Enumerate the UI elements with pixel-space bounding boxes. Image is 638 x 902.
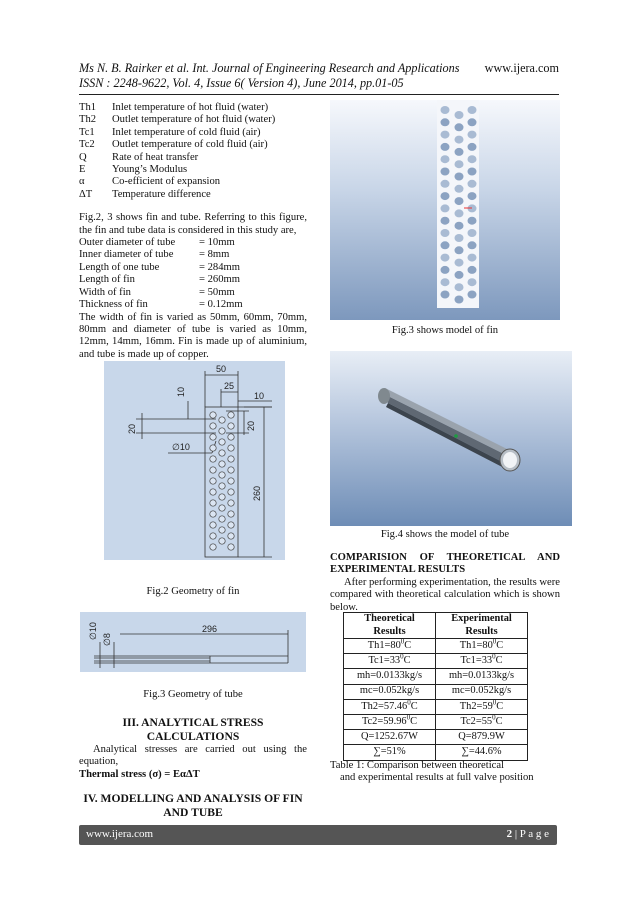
fin-model-hole bbox=[455, 160, 464, 168]
fin-model-hole bbox=[441, 168, 450, 176]
fin-hole bbox=[219, 450, 225, 456]
dim-phi10-tube: ∅10 bbox=[88, 622, 98, 640]
fin-model-hole bbox=[455, 246, 464, 254]
table-row bbox=[344, 699, 528, 714]
fin-model-hole bbox=[455, 148, 464, 156]
nomenclature-desc: Inlet temperature of hot fluid (water) bbox=[112, 102, 269, 113]
fin-hole bbox=[210, 467, 216, 473]
spec-label: Thickness of fin bbox=[79, 299, 148, 311]
nomenclature-item bbox=[79, 152, 307, 164]
section-4-title-1: IV. MODELLING AND ANALYSIS OF FIN bbox=[83, 792, 303, 805]
table-cell: ∑=44.6% bbox=[436, 745, 528, 760]
fin-hole bbox=[228, 423, 234, 429]
fin-model-hole bbox=[455, 234, 464, 242]
fin-hole bbox=[219, 461, 225, 467]
table-header-row bbox=[344, 613, 528, 639]
fin-hole bbox=[219, 472, 225, 478]
fin-model-hole bbox=[441, 204, 450, 212]
thermal-stress-formula: Thermal stress (σ) = EαΔT bbox=[79, 768, 200, 780]
nomenclature-item bbox=[79, 114, 307, 126]
nomenclature-symbol: Tc2 bbox=[79, 139, 95, 151]
left-column bbox=[79, 102, 307, 361]
fin-hole bbox=[210, 423, 216, 429]
spec-value: = 284mm bbox=[199, 261, 240, 273]
header-theoretical: Theoretical Results bbox=[344, 613, 436, 639]
table-caption bbox=[330, 760, 560, 785]
spec-value: = 8mm bbox=[199, 249, 230, 261]
fin-hole bbox=[210, 522, 216, 528]
nomenclature-item bbox=[79, 127, 307, 139]
fin-model-hole bbox=[441, 254, 450, 262]
table-cell: mh=0.0133kg/s bbox=[344, 669, 436, 684]
fin-model-hole bbox=[468, 106, 477, 114]
fin-hole bbox=[219, 516, 225, 522]
fig3-tube-caption: Fig.3 Geometry of tube bbox=[143, 689, 243, 700]
table-cell: $Tc2=59.96^0C$ bbox=[344, 714, 436, 729]
nomenclature-symbol: Q bbox=[79, 151, 87, 163]
nomenclature-desc: Young’s Modulus bbox=[112, 164, 188, 176]
fin-hole bbox=[219, 505, 225, 511]
nomenclature-symbol: Th2 bbox=[79, 114, 97, 126]
comparison-title: COMPARISION OF THEORETICAL AND EXPERIMENTAL RESULTS bbox=[330, 552, 560, 576]
fin-hole bbox=[210, 478, 216, 484]
fin-model-hole bbox=[455, 259, 464, 267]
fin-hole bbox=[219, 417, 225, 423]
section-3-title-1: III. ANALYTICAL STRESS bbox=[122, 716, 264, 729]
fin-hole bbox=[219, 483, 225, 489]
fin-hole bbox=[210, 412, 216, 418]
fig4-caption: Fig.4 shows the model of tube bbox=[380, 529, 510, 540]
spec-item bbox=[79, 237, 307, 249]
fin-hole bbox=[210, 489, 216, 495]
fin-model-hole bbox=[441, 106, 450, 114]
fin-model-hole bbox=[441, 266, 450, 274]
nomenclature-symbol: α bbox=[79, 176, 85, 188]
fin-model-hole bbox=[468, 266, 477, 274]
fin-model-hole bbox=[468, 168, 477, 176]
para-vary: The width of fin is varied as 50mm, 60mm, 70mm, 80mm and diameter of tube is varied as 10mm, 12mm, 14mm, 16mm. Fin is made up of aluminium, and tube is made up of copper. bbox=[79, 311, 307, 360]
nomenclature-symbol: Tc1 bbox=[79, 126, 95, 138]
nomenclature-item bbox=[79, 189, 307, 201]
fin-model-hole bbox=[468, 143, 477, 151]
comparison-section bbox=[330, 552, 560, 614]
spec-label: Width of fin bbox=[79, 286, 131, 298]
fin-model-hole bbox=[441, 291, 450, 299]
dim-phi8-tube: ∅8 bbox=[102, 633, 112, 646]
fin-hole bbox=[228, 456, 234, 462]
fin-hole bbox=[228, 412, 234, 418]
fin-hole bbox=[228, 544, 234, 550]
spec-label: Length of fin bbox=[79, 274, 135, 286]
table-row bbox=[344, 745, 528, 760]
nomenclature-symbol: E bbox=[79, 164, 86, 176]
fin-hole bbox=[210, 500, 216, 506]
dim-20-right: 20 bbox=[246, 420, 256, 431]
fin-model-hole bbox=[441, 192, 450, 200]
nomenclature-symbol: ΔT bbox=[79, 188, 93, 200]
fin-model-hole bbox=[468, 131, 477, 139]
section-4-heading bbox=[79, 792, 307, 820]
table-cell: Q=879.9W bbox=[436, 730, 528, 745]
nomenclature-list bbox=[79, 102, 307, 201]
fin-hole bbox=[228, 445, 234, 451]
comparison-body: After performing experimentation, the results were compared with theoretical calculation which is shown below. bbox=[330, 576, 560, 613]
table-cell: mc=0.052kg/s bbox=[344, 684, 436, 699]
footer-site: www.ijera.com bbox=[86, 828, 154, 840]
fin-hole bbox=[210, 434, 216, 440]
table-cell: $Tc1=33^0C$ bbox=[344, 654, 436, 669]
table-cell: mc=0.052kg/s bbox=[436, 684, 528, 699]
table-cell: $Th1=80^0C$ bbox=[344, 639, 436, 654]
fin-model-hole bbox=[441, 131, 450, 139]
fin-model-hole bbox=[468, 155, 477, 163]
fin-hole bbox=[228, 500, 234, 506]
fin-model-hole bbox=[455, 271, 464, 279]
fin-model-hole bbox=[441, 143, 450, 151]
section-3-title-2: CALCULATIONS bbox=[146, 730, 240, 743]
section-4-title-2: AND TUBE bbox=[163, 806, 223, 819]
spec-value: = 260mm bbox=[199, 274, 240, 286]
tube-drawing-svg bbox=[80, 612, 306, 672]
dim-phi10: ∅10 bbox=[172, 442, 190, 452]
dim-25: 25 bbox=[224, 381, 235, 391]
para-intro: Fig.2, 3 shows fin and tube. Referring to this figure, the fin and tube data is considered in this study are, bbox=[79, 212, 307, 236]
fin-hole bbox=[219, 527, 225, 533]
nomenclature-desc: Inlet temperature of cold fluid (air) bbox=[112, 126, 261, 138]
table-cell: $Tc1=33^0C$ bbox=[436, 654, 528, 669]
fin-model-hole bbox=[468, 192, 477, 200]
table-row bbox=[344, 684, 528, 699]
spec-label: Outer diameter of tube bbox=[79, 237, 176, 249]
header-issn: ISSN : 2248-9622, Vol. 4, Issue 6( Version 4), June 2014, pp.01-05 bbox=[79, 76, 404, 90]
table-cell: Q=1252.67W bbox=[344, 730, 436, 745]
page-label: | P a g e bbox=[512, 828, 549, 840]
fin-model-hole bbox=[441, 118, 450, 126]
fin-model-hole bbox=[455, 296, 464, 304]
fin-model-hole bbox=[455, 222, 464, 230]
fin-model-hole bbox=[455, 136, 464, 144]
fin-hole bbox=[219, 494, 225, 500]
fin-drawing-svg bbox=[104, 361, 285, 560]
spec-item bbox=[79, 287, 307, 299]
nomenclature-desc: Rate of heat transfer bbox=[112, 151, 199, 163]
header-experimental: Experimental Results bbox=[436, 613, 528, 639]
table-cell: $Th1=80^0C$ bbox=[436, 639, 528, 654]
fin-hole bbox=[210, 533, 216, 539]
fin-model-hole bbox=[468, 241, 477, 249]
fin-model-hole bbox=[455, 111, 464, 119]
fin-model-hole bbox=[468, 118, 477, 126]
page-number: 2 bbox=[506, 828, 513, 840]
table-row bbox=[344, 730, 528, 745]
tube-model-image bbox=[330, 351, 572, 526]
spec-label: Length of one tube bbox=[79, 261, 160, 273]
nomenclature-item bbox=[79, 176, 307, 188]
nomenclature-item bbox=[79, 102, 307, 114]
header-citation: Ms N. B. Rairker et al. Int. Journal of Engineering Research and Applications bbox=[79, 61, 460, 75]
comparison-table bbox=[343, 612, 528, 761]
nomenclature-item bbox=[79, 139, 307, 151]
fin-geometry-drawing bbox=[104, 361, 285, 560]
dim-10-left: 10 bbox=[176, 386, 186, 397]
fin-model-image bbox=[330, 100, 560, 320]
table-row bbox=[344, 669, 528, 684]
fin-model-hole bbox=[468, 229, 477, 237]
fin-hole bbox=[219, 439, 225, 445]
dim-10-top: 10 bbox=[254, 391, 265, 401]
fin-hole bbox=[228, 434, 234, 440]
fin-model-hole bbox=[441, 229, 450, 237]
fin-model-hole bbox=[455, 123, 464, 131]
spec-list bbox=[79, 237, 307, 311]
fig2-caption: Fig.2 Geometry of fin bbox=[146, 586, 240, 597]
table-cell: $Th2=57.46^0C$ bbox=[344, 699, 436, 714]
fin-model-hole bbox=[441, 217, 450, 225]
running-header bbox=[79, 61, 559, 91]
table-row bbox=[344, 654, 528, 669]
fin-hole bbox=[228, 478, 234, 484]
nomenclature-desc: Co-efficient of expansion bbox=[112, 176, 221, 188]
nomenclature-item bbox=[79, 164, 307, 176]
dim-50: 50 bbox=[216, 364, 227, 374]
table-cell: $Tc2=55^0C$ bbox=[436, 714, 528, 729]
fin-model-hole bbox=[441, 155, 450, 163]
fin-model-hole bbox=[455, 185, 464, 193]
table-row bbox=[344, 639, 528, 654]
spec-item bbox=[79, 274, 307, 286]
fin-model-hole bbox=[455, 197, 464, 205]
nomenclature-symbol: Th1 bbox=[79, 102, 97, 113]
table-cell: ∑=51% bbox=[344, 745, 436, 760]
fin-hole bbox=[228, 511, 234, 517]
nomenclature-desc: Outlet temperature of cold fluid (air) bbox=[112, 139, 268, 151]
section-3-body bbox=[79, 744, 307, 781]
fin-hole bbox=[228, 522, 234, 528]
table-cell: $Th2=59^0C$ bbox=[436, 699, 528, 714]
spec-label: Inner diameter of tube bbox=[79, 249, 174, 261]
dim-296: 296 bbox=[202, 624, 218, 634]
spec-value: = 10mm bbox=[199, 237, 235, 249]
fin-model-hole bbox=[468, 217, 477, 225]
fin-model-hole bbox=[441, 180, 450, 188]
tube-geometry-drawing bbox=[80, 612, 306, 672]
section-3-heading bbox=[79, 716, 307, 744]
fin-hole bbox=[219, 538, 225, 544]
section-3-text: Analytical stresses are carried out using the equation, bbox=[79, 744, 307, 768]
fin-model-hole bbox=[468, 291, 477, 299]
table-caption-2: and experimental results at full valve position bbox=[340, 772, 534, 784]
page-footer bbox=[79, 825, 557, 845]
fin-hole bbox=[210, 456, 216, 462]
spec-value: = 50mm bbox=[199, 286, 235, 298]
fin-model-hole bbox=[468, 278, 477, 286]
nomenclature-desc: Outlet temperature of hot fluid (water) bbox=[112, 114, 276, 126]
spec-value: = 0.12mm bbox=[199, 299, 243, 311]
header-rule bbox=[79, 94, 559, 95]
fin-model-hole bbox=[468, 254, 477, 262]
fin-hole bbox=[228, 489, 234, 495]
fin-model-hole bbox=[455, 209, 464, 217]
spec-item bbox=[79, 299, 307, 311]
fin-model-hole bbox=[468, 180, 477, 188]
fin-model-hole bbox=[455, 283, 464, 291]
spec-item bbox=[79, 249, 307, 261]
table-row bbox=[344, 714, 528, 729]
dim-20-left: 20 bbox=[127, 423, 137, 434]
header-site: www.ijera.com bbox=[484, 61, 559, 75]
fin-hole bbox=[228, 467, 234, 473]
fin-hole bbox=[219, 428, 225, 434]
footer-page bbox=[507, 828, 549, 840]
dim-260: 260 bbox=[252, 485, 262, 501]
table-cell: mh=0.0133kg/s bbox=[436, 669, 528, 684]
fin-model-hole bbox=[441, 241, 450, 249]
fin-hole bbox=[228, 533, 234, 539]
fig3-model-caption: Fig.3 shows model of fin bbox=[391, 325, 499, 336]
fin-hole bbox=[210, 511, 216, 517]
spec-item bbox=[79, 262, 307, 274]
fin-hole bbox=[210, 544, 216, 550]
fin-model-svg bbox=[330, 100, 560, 320]
fin-hole bbox=[210, 445, 216, 451]
nomenclature-desc: Temperature difference bbox=[112, 188, 211, 200]
tube-model-svg bbox=[330, 351, 572, 526]
fin-model-hole bbox=[455, 173, 464, 181]
table-caption-1: Table 1: Comparison between theoretical bbox=[330, 760, 504, 771]
fin-model-hole bbox=[441, 278, 450, 286]
